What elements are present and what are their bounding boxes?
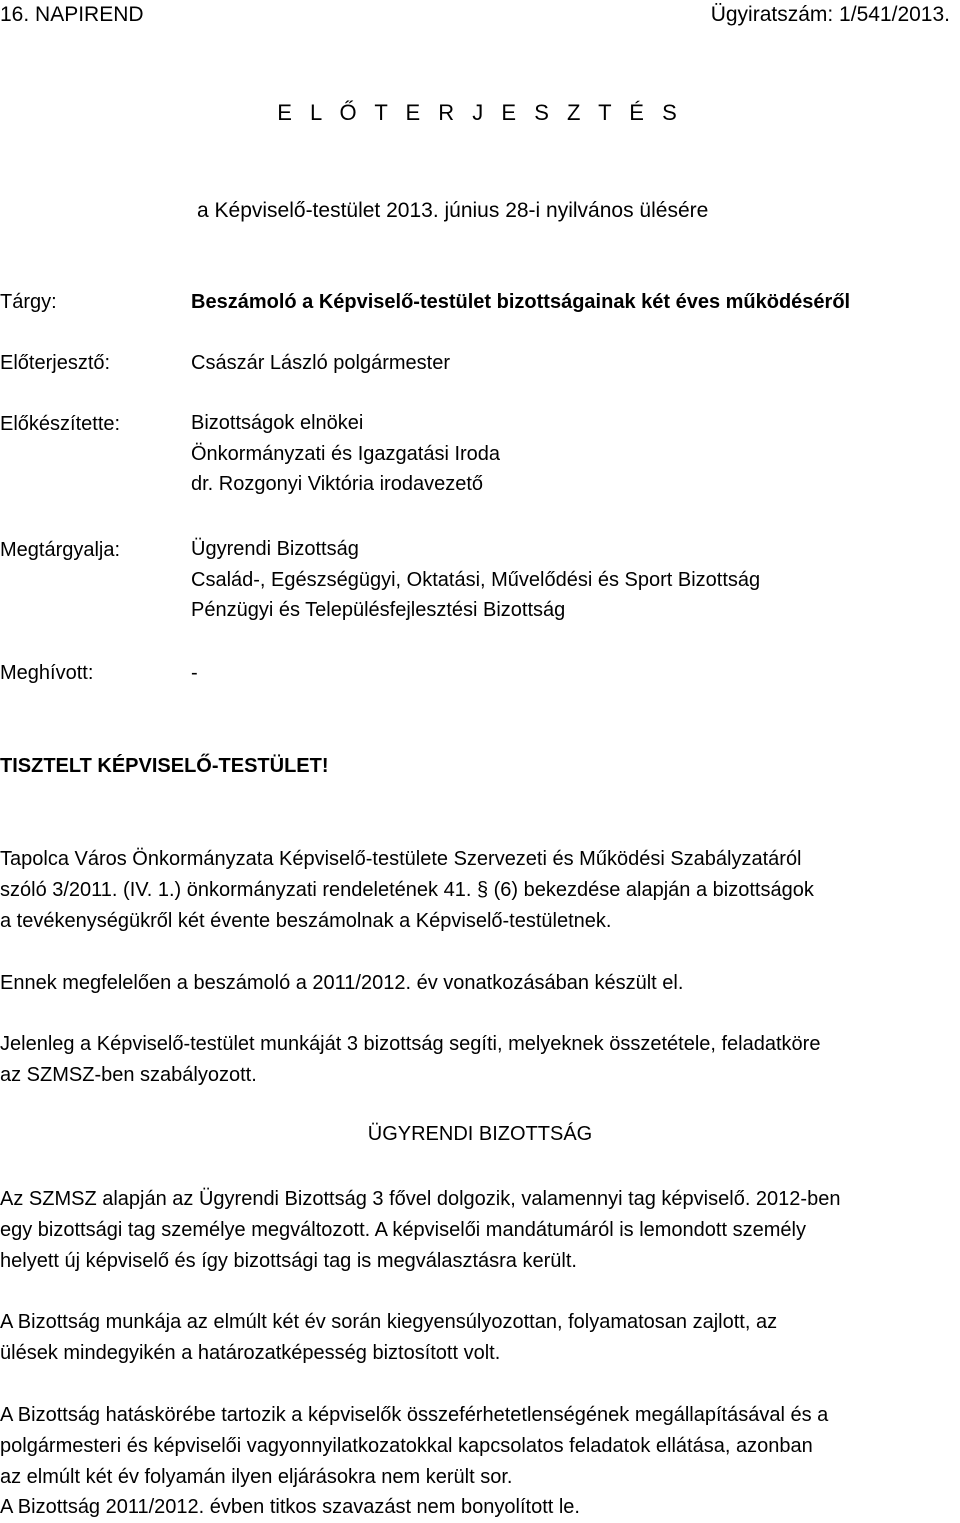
discussed-line: Család-, Egészségügyi, Oktatási, Művelődési és Sport Bizottság (191, 568, 761, 591)
document-title: E L Ő T E R J E S Z T É S (277, 100, 683, 125)
discussed-line: Pénzügyi és Településfejlesztési Bizottság (191, 599, 566, 621)
prepared-list (191, 408, 500, 500)
paragraph-legal-basis (0, 844, 960, 937)
paragraph-work (0, 1307, 960, 1369)
invited-value: - (191, 662, 198, 684)
document-subtitle: a Képviselő-testület 2013. június 28-i nyilvános ülésére (197, 199, 709, 222)
paragraph-line: A Bizottság munkája az elmúlt két év során kiegyensúlyozottan, folyamatosan zajlott, az (0, 1311, 778, 1333)
agenda-number: 16. NAPIREND (0, 3, 144, 26)
paragraph-line: Tapolca Város Önkormányzata Képviselő-testülete Szervezeti és Működési Szabályzatáról (0, 848, 802, 870)
paragraph-line: Az SZMSZ alapján az Ügyrendi Bizottság 3 fővel dolgozik, valamennyi tag képviselő. 2012-ben (0, 1188, 841, 1210)
file-number: Ügyiratszám: 1/541/2013. (710, 3, 950, 26)
prepared-line: Önkormányzati és Igazgatási Iroda (191, 442, 501, 465)
paragraph-voting: A Bizottság 2011/2012. évben titkos szavazást nem bonyolított le. (0, 1496, 580, 1518)
invited-label: Meghívott: (0, 662, 94, 684)
section-heading: ÜGYRENDI BIZOTTSÁG (367, 1123, 593, 1145)
paragraph-line: szóló 3/2011. (IV. 1.) önkormányzati rendeletének 41. § (6) bekezdése alapján a bizottságok (0, 879, 814, 901)
paragraph-scope: Ennek megfelelően a beszámoló a 2011/2012. év vonatkozásában készült el. (0, 972, 684, 994)
subject-value: Beszámoló a Képviselő-testület bizottságainak két éves működéséről (191, 291, 851, 313)
prepared-line: Bizottságok elnökei (191, 412, 364, 434)
paragraph-line: a tevékenységükről két évente beszámolnak a Képviselő-testületnek. (0, 910, 612, 932)
paragraph-line: az elmúlt két év folyamán ilyen eljárásokra nem került sor. (0, 1466, 513, 1488)
prepared-label: Előkészítette: (0, 413, 121, 435)
presenter-value: Császár László polgármester (191, 352, 450, 374)
salutation: TISZTELT KÉPVISELŐ-TESTÜLET! (0, 755, 329, 777)
subject-label: Tárgy: (0, 291, 57, 313)
discussed-line: Ügyrendi Bizottság (191, 538, 359, 560)
presenter-label: Előterjesztő: (0, 352, 111, 374)
paragraph-line: polgármesteri és képviselői vagyonnyilatkozatokkal kapcsolatos feladatok ellátása, azonban (0, 1435, 813, 1457)
paragraph-line: A Bizottság hatáskörébe tartozik a képviselők összeférhetetlenségének megállapításával és a (0, 1404, 829, 1426)
paragraph-competence (0, 1400, 960, 1493)
prepared-line: dr. Rozgonyi Viktória irodavezető (191, 473, 484, 495)
paragraph-line: ülések mindegyikén a határozatképesség biztosított volt. (0, 1342, 501, 1364)
discussed-label: Megtárgyalja: (0, 539, 121, 561)
discussed-list (191, 534, 760, 626)
paragraph-composition (0, 1184, 960, 1277)
paragraph-line: Jelenleg a Képviselő-testület munkáját 3 bizottság segíti, melyeknek összetétele, feladatköre (0, 1033, 821, 1055)
paragraph-line: az SZMSZ-ben szabályozott. (0, 1064, 257, 1086)
paragraph-line: egy bizottsági tag személye megváltozott. A képviselői mandátumáról is lemondott személy (0, 1219, 806, 1241)
paragraph-line: helyett új képviselő és így bizottsági tag is megválasztásra került. (0, 1250, 577, 1272)
paragraph-committees (0, 1029, 960, 1091)
